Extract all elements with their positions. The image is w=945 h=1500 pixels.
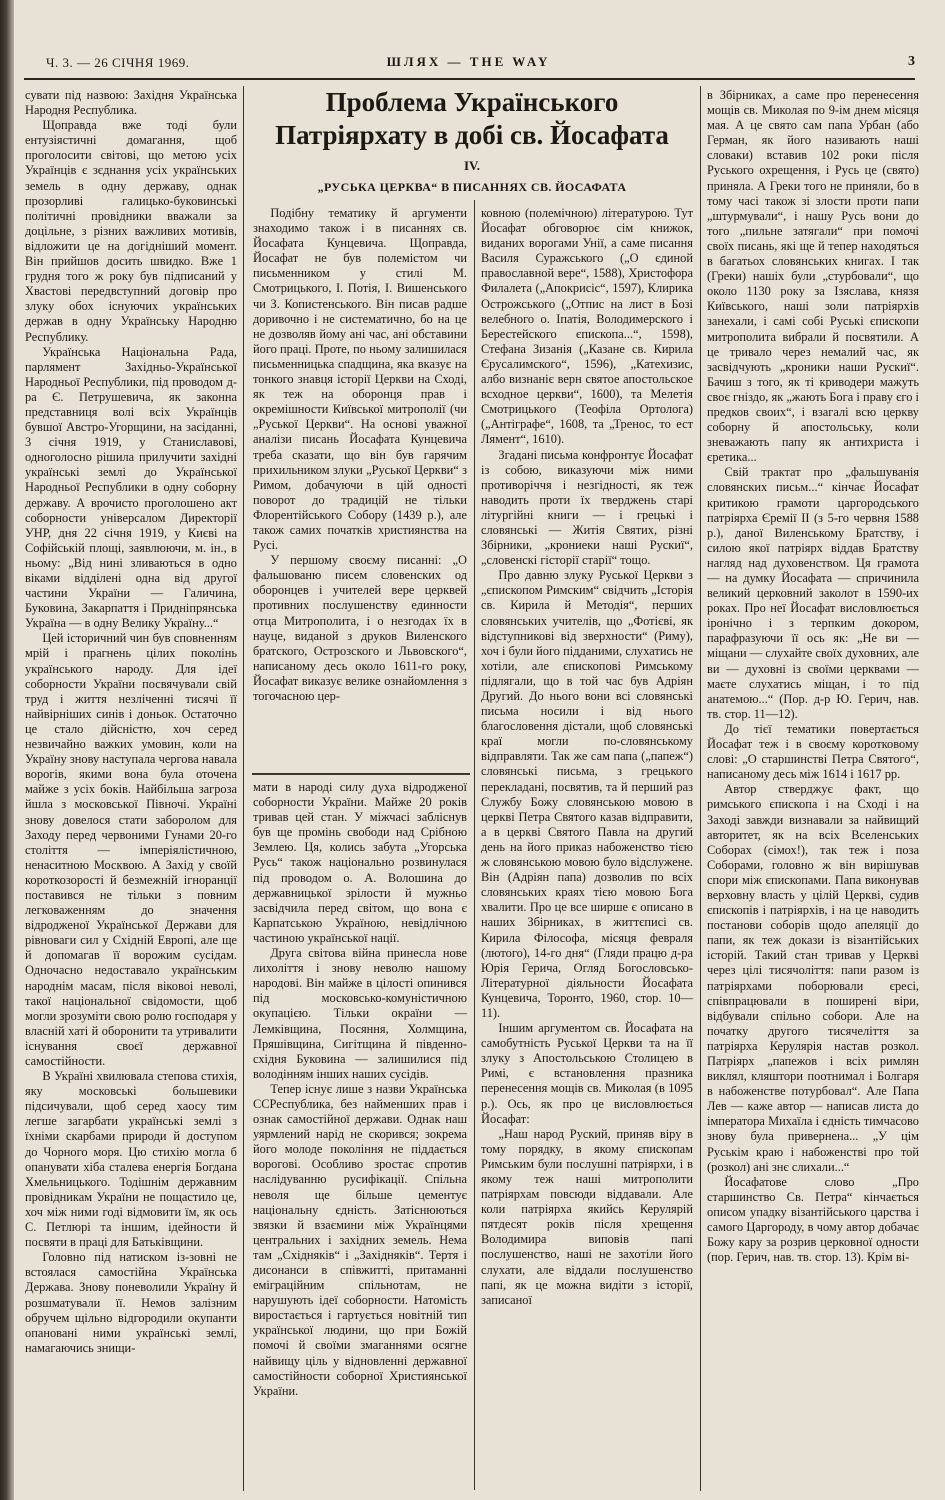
paragraph: До тієї тематики повертається Йосафат теж і в своєму коротковому слові: „О старшинстві Петра Святого“, написаному десь між 1614 і 1617 рр. xyxy=(707,721,919,782)
column-1 xyxy=(25,88,237,1356)
page-header xyxy=(22,52,915,74)
paragraph: Автор стверджує факт, що римського єпископа і на Сході і на Заході завжди визнавали за найвищий авторитет, як на всіх Вселенських Соборах (сімох!), так теж і поза Соборами, головно ж він вирішував спори між єпископами. Папа виконував верховну власть у цілій Церкві, судив єпископів і патріярхів, і на це наводить постанови соборів щодо апеляції до папи, як теж докази із візантійських історій. Такий стан тривав у Церкві через цілі тисячоліття: папи разом із патріярхами поборювали єресі, співпрацювали в поширені віри, відбували спільно собори. Але на початку другого тисячеліття за патріярха Керулярія настав розкол. Патріярх „папежов і всіх римлян виклял, кляштори поотнимал і Болгаря в набоженстве потурбовал“. Але Папа Лев — каже автор — написав листа до імператора Михаїла і єдність тимчасово знову була привернена... „У цім Руськім краю і набоженстві про той (розкол) ані знє слихали...“ xyxy=(707,782,919,1174)
paragraph: Йосафатове слово „Про старшинство Св. Петра“ кінчається описом упадку візантійського царства і самого Царгороду, в чому автор добачає Божу кару за розрив церковної одности (пор. Герич, нав. тв. стор. 13). Крім ві- xyxy=(707,1174,919,1265)
column-divider xyxy=(700,86,701,1491)
paragraph: мати в народі силу духа відродженої соборности України. Майже 20 років тривав цей стан. У міжчасі забліснув був ще промінь свободи над Срібною Землею. Ця, колись забута „Угорська Русь“ також національно розвинулася під проводом о. А. Волошина до державницької зрілости й мужньо засвідчила перед світом, що вона є Карпатською Україною, невідлічною частиною української нації. xyxy=(253,780,467,945)
paragraph: Друга світова війна принесла нове лихоліття і знову неволю нашому народові. Він майже в цілості опинився під московсько-комуністичною окупацією. Тільки окраїни — Лемківщина, Посяння, Холмщина, Пряшівщина, Сигітщина й південно-східня Буковина — залишилися під володінням інших наших сусідів. xyxy=(253,946,467,1081)
paragraph: Про давню злуку Руської Церкви з „єпископом Римским“ свідчить „Історія св. Кирила й Методія“, перших словянських учителів, що „Фотієві, як відступникові від зверхности“ (Риму), хоч і були його підданими, слухатись не хотіли, але єпископові Римському підлягали, що в той час був Адріян Другий. До нього вони всі словянські письма носили і від нього благословення дістали, щоб словянські краї могли по-словянському відправляти. Так же сам папа („папеж“) словянські письма, з грецького перекладані, посвятив, та й перший раз Службу Божу словянською мовою в церкві Петра Святого казав відправити, а в церкві Святого Павла на другий день на його приказ набоженство тією ж словянською мовою було відслужене. Він (Адріян папа) дозволив по всіх словянських краях тією мовою Бога хвалити. Про це все ширше є описано в наших Збірниках, в життєписі св. Кирила Філософа, місяця февраля (лютого), 14-го дня“ (Гляди працю д-ра Юрія Герича, Огляд Богословсько-Літературної діяльности Йосафата Кунцевича, Торонто, 1960, стор. 10—11). xyxy=(481,568,693,1020)
column-divider xyxy=(243,86,244,1491)
quote-paragraph: „Наш народ Руский, приняв віру в тому порядку, в якому єпископам Римським були послушні патріярхи, і в якому теж наші митрополити патріярхам повсюди віддавали. Але коли патріярха якийсь Керулярій пятдесят років після хрещення Володимира виповів папі послушенство, наші не захотіли його слухати, але віддали послушенство папі, як це можна видіти з історії, записаної xyxy=(481,1126,693,1307)
header-rule xyxy=(24,78,915,80)
paragraph: У першому своєму писанні: „О фальшованю писем словенских од оборонцев і учителей вере церквей противних послушенству единности отца Митрополита, і о незгодах їх в науце, виданой з друков Виленского братского, Острозского и Львовского“, написаному десь около 1611-го року, Йосафат виказує велике ознайомлення з тогочасною цер- xyxy=(253,553,467,703)
masthead: ШЛЯХ — THE WAY xyxy=(386,54,551,69)
paragraph: в Збірниках, а саме про перенесення мощів св. Миколая по 9-ім днем місяця мая. А це свято сам папа Урбан (або Герман, як його називають наші словаки) вставив 102 роки після Руського охрещення, і Русь це (свято) приняла. А Греки того не приняли, бо в тому часі також зі злости проти папи „штурмували“, і нашу Русь вони до того „пильне затягали“ при помочі своїх писань, які ще й тепер находяться в багатьох словянських книгах. І так (Греки) нашіх були „стурбовали“, що около 1130 року за Ізяслава, князя Київського, наші золи патріярхів занехали, і самі собі Руські єпископи митрополита вибрали й посвятили. А це тривало через немалий час, як засвідчують „кроники наши Рускиї“. Бачиш з того, як ті криводери мажуть своє гніздо, як „жають Бога і праву єго і предков своих“, і взагалі всю церкву соборну й апостольську, коли зневажають папу як антихриста і єретика... xyxy=(707,88,919,465)
section-divider xyxy=(252,773,470,775)
paragraph: Свій трактат про „фальшуванія словянских письм...“ кінчає Йосафат критикою грамоти царгородського патріярха Єремії II (з 5-го червня 1588 р.), даної Виленському Братству, і силою якої патріярх віддав Братству нагляд над духовенством. Ця грамота — на думку Йосафата — спричинила великий церковний заколот в 1590-их роках. Про неї Йосафат висловлюється іронічно і з терпким докором, парафразуючи її ось як: „Не ви — міщани — слухайте своїх духовних, але ви — духовні із своїми церквами — маєте слухатись міщан, і то під анатемою...“ (Пор. д-р Ю. Герич, нав. тв. стор. 11—12). xyxy=(707,465,919,721)
article-title: Проблема Українського Патріярхату в добі св. Йосафата xyxy=(275,87,669,150)
column-3 xyxy=(481,206,693,1308)
paragraph: Подібну тематику й аргументи знаходимо також і в писаннях св. Йосафата Кунцевича. Щоправда, Йосафат не був полемістом чи письменником у стилі М. Смотрицького, І. Потія, І. Вишенського чи З. Копистенського. Він писав радше доривочно і не систематично, бо на це не дозволяв йому ані час, ані обставини його праці. Проте, по ньому залишилася письменницька спадщина, яка вказує на тонкого знавця історії Церкви на Сході, як теж на оборонця прав і окремішности Київської митрополії (чи „Руської Церкви“. На основі уважної аналізи писань Йосафата Кунцевича треба сказати, що він був гарячим прихильником злуки „Руської Церкви“ з Римом, добачуючи в цій одності поворот до традицій не тільки Флорентійського Собору (1439 р.), але також самих початків християнства на Русі. xyxy=(253,206,467,553)
paragraph: Щоправда вже тоді були ентузіястичні домагання, щоб проголосити світові, що метою усіх Українців є зєднання усіх українських земель в одну державу, однак прозорливі галицько-буковинські політичні провідники вважали за доцільне, з різних важливих мотивів, відложити це на догідніший момент. Він прийшов досить швидко. Вже 1 грудня того ж року був підписаний у Хвастові передвступний договір про злуку обох існуючих українських держав в одну Українську Народню Республику. xyxy=(25,118,237,344)
issue-date: Ч. 3. — 26 СІЧНЯ 1969. xyxy=(46,55,190,70)
paragraph: В Україні хвилювала степова стихія, яку московські большевики підсичували, щоб серед хаосу тим легше загарбати українські землі з їхніми скарбами природи й доступом до Чорного моря. Цю стихію могла б опанувати хіба сталева енергія Богдана Хмельницького. Тодішнім державним провідникам України не пощастило це, хоч між ними годі відмовити їм, як ось С. Петлюрі та іншим, ідейности й посвяти в праці для Батьківщини. xyxy=(25,1069,237,1250)
page-number: 3 xyxy=(908,54,915,69)
column-4 xyxy=(707,88,919,1265)
article-subtitle: „РУСЬКА ЦЕРКВА“ В ПИСАННЯХ СВ. ЙОСАФАТА xyxy=(317,180,627,194)
page-edge-shadow xyxy=(0,0,14,1500)
paragraph: Тепер існує лише з назви Українська ССРеспублика, без найменших прав і ознак самостійної держави. Однак наш уярмлений нарід не скорився; зокрема його молоде покоління не піддається ворогові. Особливо зростає спротив наслідуванню русифікації. Спільна неволя ще більше цементує національну єдність. Затіснюються звязки й взаємини між Українцями центральних і західних земель. Нема там „Східняків“ і „Західняків“. Тертя і дисонанси в співжитті, притаманні еміграційним спільнотам, не нарушують ідеї соборности. Натомість виростається і гартується новітній тип української людини, що при Божій помочі й своїми змаганнями осягне найвищу ціль у відновленні державної самостійности соборної Християнської України. xyxy=(253,1081,467,1398)
paragraph: сувати під назвою: Західня Українська Народня Республика. xyxy=(25,88,237,118)
paragraph: Українська Національна Рада, парлямент Західньо-Української Народньої Республики, під проводом д-ра Є. Петрушевича, як законна представниця волі всіх Українців бувшої Австро-Угорщини, на засіданні, 3 січня 1919, у Станиславові, одноголосно рішила прилучити західні українські землі до Української Народньої Республики в одну соборну державу. А врочисто проголошено акт соборности універсалом Директорії УНР, дня 22 січня 1919, у Києві на Софійській площі, заявлюючи, м. ін., в ньому: „Від нині зливаються в одно віками відділені одна від другої частини України — Галичина, Буковина, Закарпаття і Придніпрянська Україна — в одну Велику Україну...“ xyxy=(25,344,237,631)
column-divider xyxy=(474,200,475,1490)
column-2-top xyxy=(253,206,467,704)
paragraph: Іншим аргументом св. Йосафата на самобутність Руської Церкви та на її злуку з Апостольською Столицею в Римі, є встановлення празника перенесення мощів св. Миколая (в 1095 р.). Ось, як про це висловлюється Йосафат: xyxy=(481,1021,693,1126)
column-2-bottom xyxy=(253,780,467,1399)
paragraph: Цей історичний чин був сповненням мрій і прагнень цілих поколінь українського народу. Для ідеї соборности України посвячували свій труд і життя незліченні тисячі її найвірніших синів і доньок. Остаточно це стало дійсністю, хоч серед незвичайно важких умовин, коли на Україну знову наступала чергова навала ворогів, якими вона була оточена майже з усіх боків. Найбільша загроза йшла з московської Півночі. Україні знову довелося стати заборолом для Заходу перед червоними Гунами 20-го століття — імперіялістичною, ненаситною Москвою. А Захід у своїй короткозорості й безмежній ігноранції поставився не тільки з повним легковаженням до значення відродженої Української Держави для рівноваги сил у Східній Европі, але ще й допомагав її ворожим сусідам. Одночасно недоставало українським народнім масам, після віковоі неволі, такої національної свідомости, щоб могли зрозуміти свою ролю господаря у власній хаті й оборонити та утривалити існування своєї державної самостійности. xyxy=(25,631,237,1068)
article-part: IV. xyxy=(463,158,481,173)
paragraph: Головно під натиском із-зовні не встоялася самостійна Українська Держава. Знову поневолили Україну й розшматували її. Немов залізним обручем щільно відгородили окупанти опановані ними українські землі, намагаючись знищи- xyxy=(25,1250,237,1355)
paragraph: ковною (полемічною) літературою. Тут Йосафат обговорює сім книжок, виданих ворогами Унії, а саме писання Василя Суражського („О єдиной православной вере“, 1588), Христофора Филалета („Апокрисіс“, 1597), Клирика Острожського („Отпис на лист в Бозі велебного о. Іпатія, Володимерского і Берестейского єпископа...“, 1598), Стефана Зизанія („Казане св. Кирила Єрусалимского“, 1596), „Катехизис, албо визнаніє верн святое апостольское всходное церкви“, 1600), та Мелетія Смотрицького (Теофіла Ортолога) („Антіграфе“, 1608, та „Тренос, то ест Лямент“, 1610). xyxy=(481,206,693,447)
paragraph: Згадані письма конфронтує Йосафат із собою, виказуючи між ними противоріччя і незгідності, як теж наводить проти їх тверджень старі літургійні книги — і грецькі і словянські — Житія Святих, різні Збірники, „крониеки наші Рускиї“, „словенскі гісторії старії“ тощо. xyxy=(481,447,693,568)
